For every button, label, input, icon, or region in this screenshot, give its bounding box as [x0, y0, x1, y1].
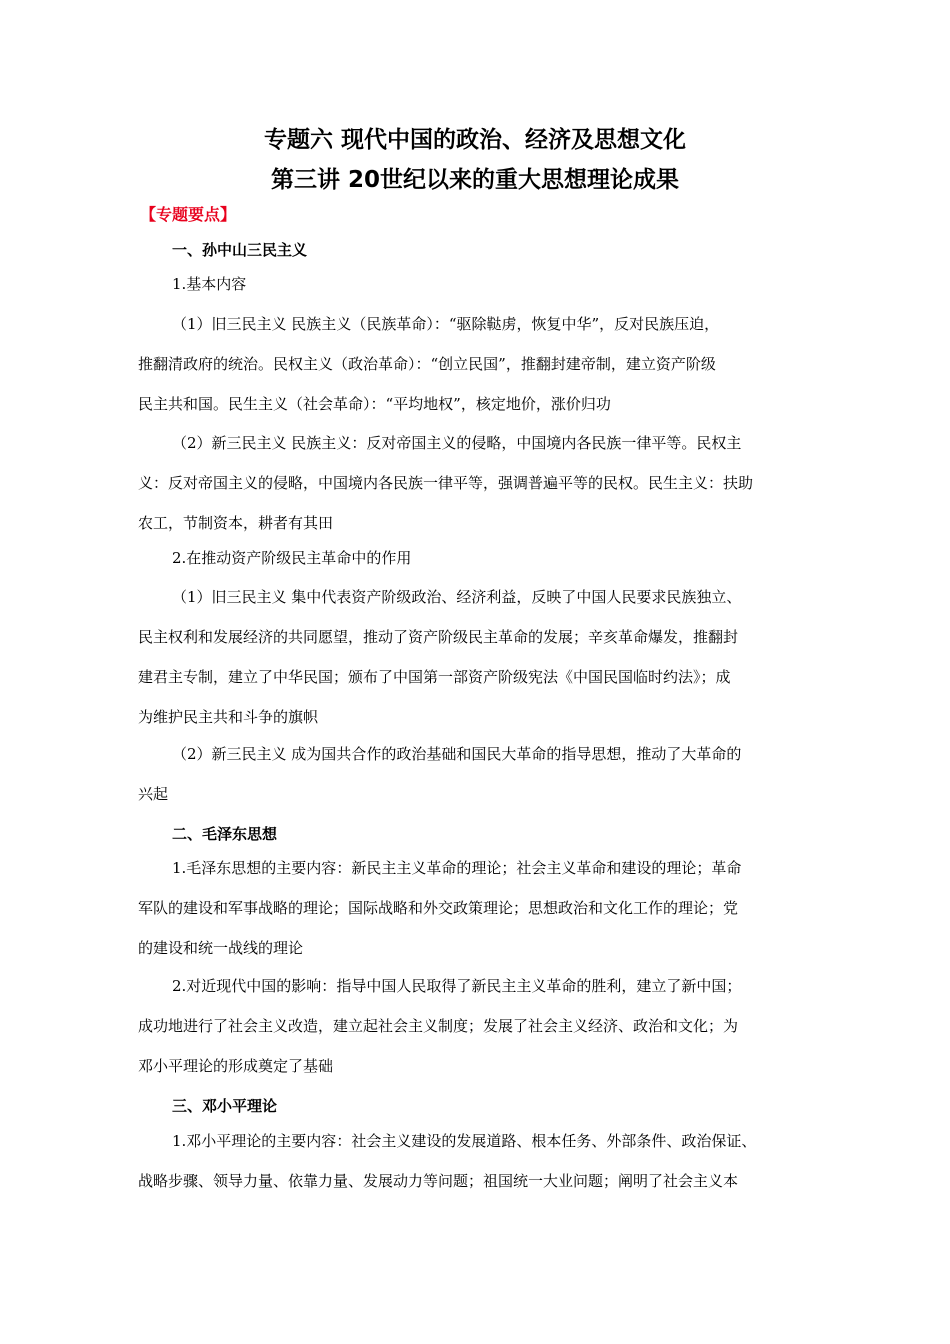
paragraph-line: 农工，节制资本，耕者有其田	[138, 514, 334, 532]
document-title: 专题六 现代中国的政治、经济及思想文化	[263, 127, 686, 153]
paragraph-new-three-principles	[138, 423, 814, 543]
paragraph-line: 1.基本内容	[172, 275, 247, 293]
paragraph-mao-content	[138, 848, 814, 968]
paragraph-old-principles-role	[138, 577, 814, 737]
document-subtitle: 第三讲 20世纪以来的重大思想理论成果	[270, 167, 679, 193]
paragraph-mao-influence	[138, 966, 814, 1086]
paragraph-line: 1.毛泽东思想的主要内容：新民主主义革命的理论；社会主义革命和建设的理论；革命	[172, 859, 742, 877]
section-heading-1: 一、孙中山三民主义	[172, 241, 308, 259]
paragraph-line: 成功地进行了社会主义改造，建立起社会主义制度；发展了社会主义经济、政治和文化；为	[138, 1017, 739, 1035]
paragraph-line: （2）新三民主义 成为国共合作的政治基础和国民大革命的指导思想，推动了大革命的	[172, 745, 742, 763]
section-tag: 【专题要点】	[140, 205, 237, 224]
paragraph-line: 2.对近现代中国的影响：指导中国人民取得了新民主主义革命的胜利，建立了新中国；	[172, 977, 742, 995]
paragraph-line: （1）旧三民主义 民族主义（民族革命）：“驱除鞑虏，恢复中华”，反对民族压迫，	[172, 315, 720, 333]
paragraph-line: 战略步骤、领导力量、依靠力量、发展动力等问题；祖国统一大业问题；阐明了社会主义本	[138, 1172, 739, 1190]
paragraph-line: 的建设和统一战线的理论	[138, 939, 304, 957]
paragraph-line: 民主共和国。民生主义（社会革命）：“平均地权”，核定地价，涨价归功	[138, 395, 611, 413]
paragraph-old-three-principles	[138, 304, 814, 424]
paragraph-deng-content	[138, 1121, 814, 1201]
paragraph-line: 推翻清政府的统治。民权主义（政治革命）：“创立民国”，推翻封建帝制，建立资产阶级	[138, 355, 716, 373]
section-heading-3: 三、邓小平理论	[172, 1097, 278, 1115]
paragraph-line: 民主权利和发展经济的共同愿望，推动了资产阶级民主革命的发展；辛亥革命爆发，推翻封	[138, 628, 739, 646]
paragraph-line: （1）旧三民主义 集中代表资产阶级政治、经济利益，反映了中国人民要求民族独立、	[172, 588, 742, 606]
paragraph-line: 兴起	[138, 785, 169, 803]
paragraph-line: 邓小平理论的形成奠定了基础	[138, 1057, 334, 1075]
paragraph-line: （2）新三民主义 民族主义：反对帝国主义的侵略，中国境内各民族一律平等。民权主	[172, 434, 742, 452]
paragraph-new-principles-role	[138, 734, 814, 814]
item-title-basic-content	[138, 264, 814, 304]
paragraph-line: 1.邓小平理论的主要内容：社会主义建设的发展道路、根本任务、外部条件、政治保证、	[172, 1132, 757, 1150]
paragraph-line: 建君主专制，建立了中华民国；颁布了中国第一部资产阶级宪法《中国民国临时约法》；成	[138, 668, 731, 686]
item-title-role	[138, 538, 814, 578]
paragraph-line: 义：反对帝国主义的侵略，中国境内各民族一律平等，强调普遍平等的民权。民生主义：扶助	[138, 474, 754, 492]
section-heading-2: 二、毛泽东思想	[172, 825, 278, 843]
paragraph-line: 军队的建设和军事战略的理论；国际战略和外交政策理论；思想政治和文化工作的理论；党	[138, 899, 739, 917]
paragraph-line: 为维护民主共和斗争的旗帜	[138, 708, 319, 726]
paragraph-line: 2.在推动资产阶级民主革命中的作用	[172, 549, 412, 567]
